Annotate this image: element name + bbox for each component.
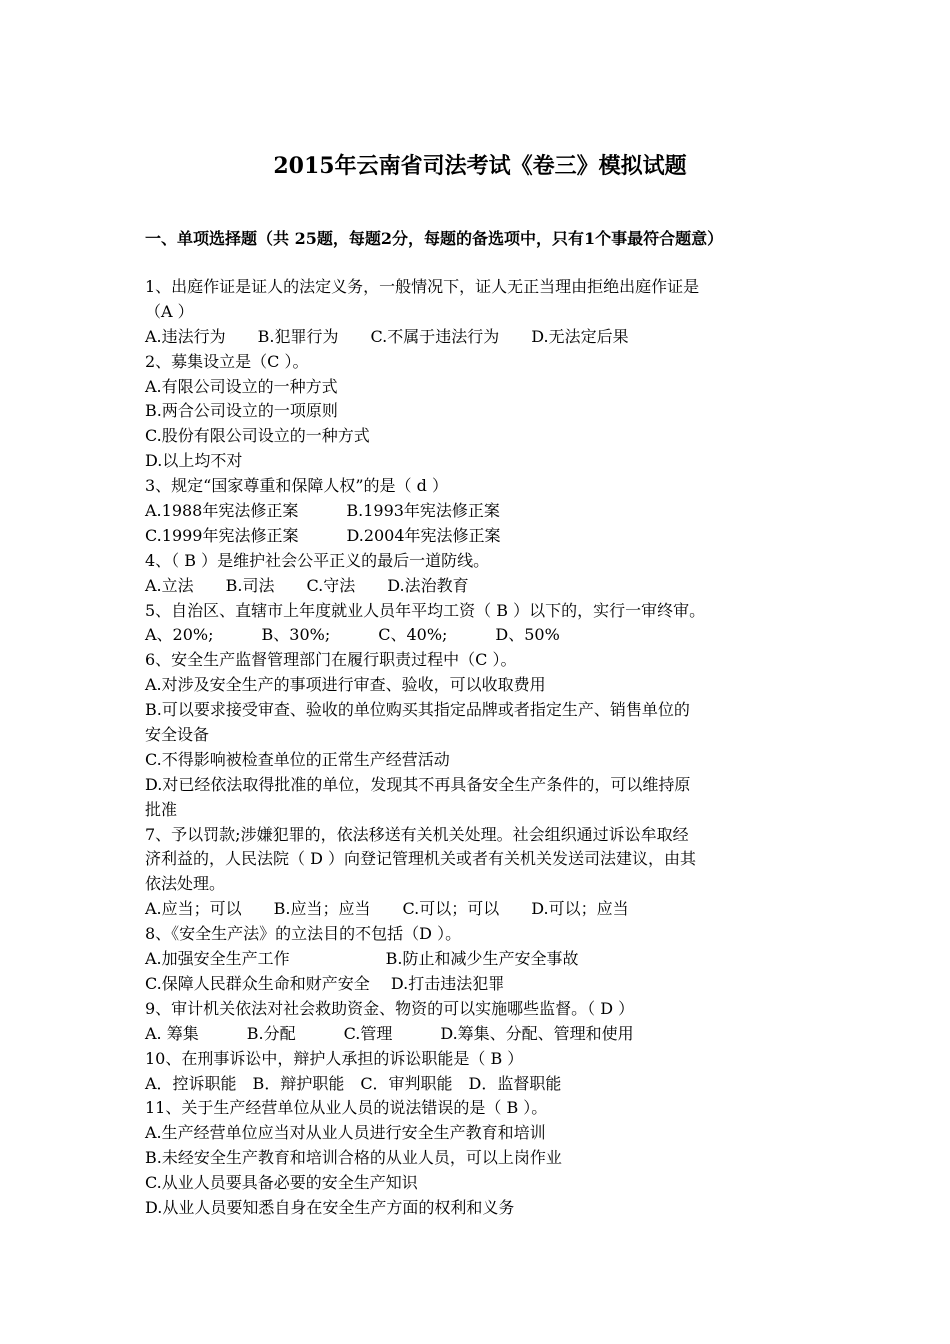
text-line: 4、（ B ）是维护社会公平正义的最后一道防线。: [145, 550, 490, 570]
text-line: D.以上均不对: [145, 451, 243, 471]
text-line: D.对已经依法取得批准的单位，发现其不再具备安全生产条件的，可以维持原: [145, 774, 691, 794]
text-line: A、20%; B、30%; C、40%; D、50%: [145, 625, 560, 645]
text-line: 济利益的，人民法院（ D ）向登记管理机关或者有关机关发送司法建议，由其: [145, 849, 697, 869]
text-line: A.加强安全生产工作 B.防止和减少生产安全事故: [145, 949, 579, 969]
text-line: A.生产经营单位应当对从业人员进行安全生产教育和培训: [145, 1123, 546, 1143]
text-line: 1、出庭作证是证人的法定义务，一般情况下，证人无正当理由拒绝出庭作证是: [145, 277, 700, 296]
text-line: 安全设备: [145, 725, 210, 745]
text-line: A.立法 B.司法 C.守法 D.法治教育: [145, 575, 469, 595]
text-line: A.对涉及安全生产的事项进行审查、验收，可以收取费用: [145, 675, 546, 695]
text-line: 6、安全生产监督管理部门在履行职责过程中（C ）。: [145, 650, 517, 670]
text-line: 5、自治区、直辖市上年度就业人员年平均工资（ B ）以下的，实行一审终审。: [145, 600, 706, 620]
text-line: A．控诉职能 B．辩护职能 C．审判职能 D．监督职能: [145, 1073, 562, 1093]
document-title: 2015年云南省司法考试《卷三》模拟试题: [273, 153, 687, 179]
text-line: D.从业人员要知悉自身在安全生产方面的权利和义务: [145, 1197, 515, 1217]
text-line: C.股份有限公司设立的一种方式: [145, 426, 370, 446]
text-line: B.两合公司设立的一项原则: [145, 401, 338, 421]
text-line: B.未经安全生产教育和培训合格的从业人员，可以上岗作业: [145, 1148, 562, 1168]
text-line: （A ）: [145, 301, 194, 321]
text-line: A.应当；可以 B.应当；应当 C.可以；可以 D.可以；应当: [145, 899, 629, 919]
text-line: 依法处理。: [145, 874, 226, 894]
text-line: A.有限公司设立的一种方式: [145, 376, 338, 396]
text-line: 2、募集设立是（C ）。: [145, 351, 309, 371]
text-line: A.违法行为 B.犯罪行为 C.不属于违法行为 D.无法定后果: [145, 326, 629, 346]
text-line: C.1999年宪法修正案 D.2004年宪法修正案: [145, 525, 501, 545]
text-line: A. 筹集 B.分配 C.管理 D.筹集、分配、管理和使用: [145, 1023, 634, 1043]
section-heading: 一、单项选择题（共 25题，每题2分，每题的备选项中，只有1个事最符合题意）: [145, 229, 724, 248]
text-line: 9、审计机关依法对社会救助资金、物资的可以实施哪些监督。（ D ）: [145, 998, 635, 1018]
text-line: B.可以要求接受审查、验收的单位购买其指定品牌或者指定生产、销售单位的: [145, 700, 690, 720]
text-line: 8、《安全生产法》的立法目的不包括（D ）。: [145, 924, 462, 944]
text-line: A.1988年宪法修正案 B.1993年宪法修正案: [145, 501, 500, 521]
text-line: 11、关于生产经营单位从业人员的说法错误的是（ B ）。: [145, 1098, 548, 1118]
text-line: 批准: [145, 799, 178, 819]
text-line: 7、予以罚款;涉嫌犯罪的，依法移送有关机关处理。社会组织通过诉讼牟取经: [145, 824, 689, 844]
text-line: 10、在刑事诉讼中，辩护人承担的诉讼职能是（ B ）: [145, 1048, 524, 1068]
text-line: 3、规定“国家尊重和保障人权”的是（ d ）: [145, 476, 448, 496]
text-line: C.从业人员要具备必要的安全生产知识: [145, 1173, 418, 1193]
text-line: C.不得影响被检查单位的正常生产经营活动: [145, 749, 450, 769]
question-body: [145, 275, 815, 1221]
text-line: C.保障人民群众生命和财产安全 D.打击违法犯罪: [145, 973, 505, 993]
